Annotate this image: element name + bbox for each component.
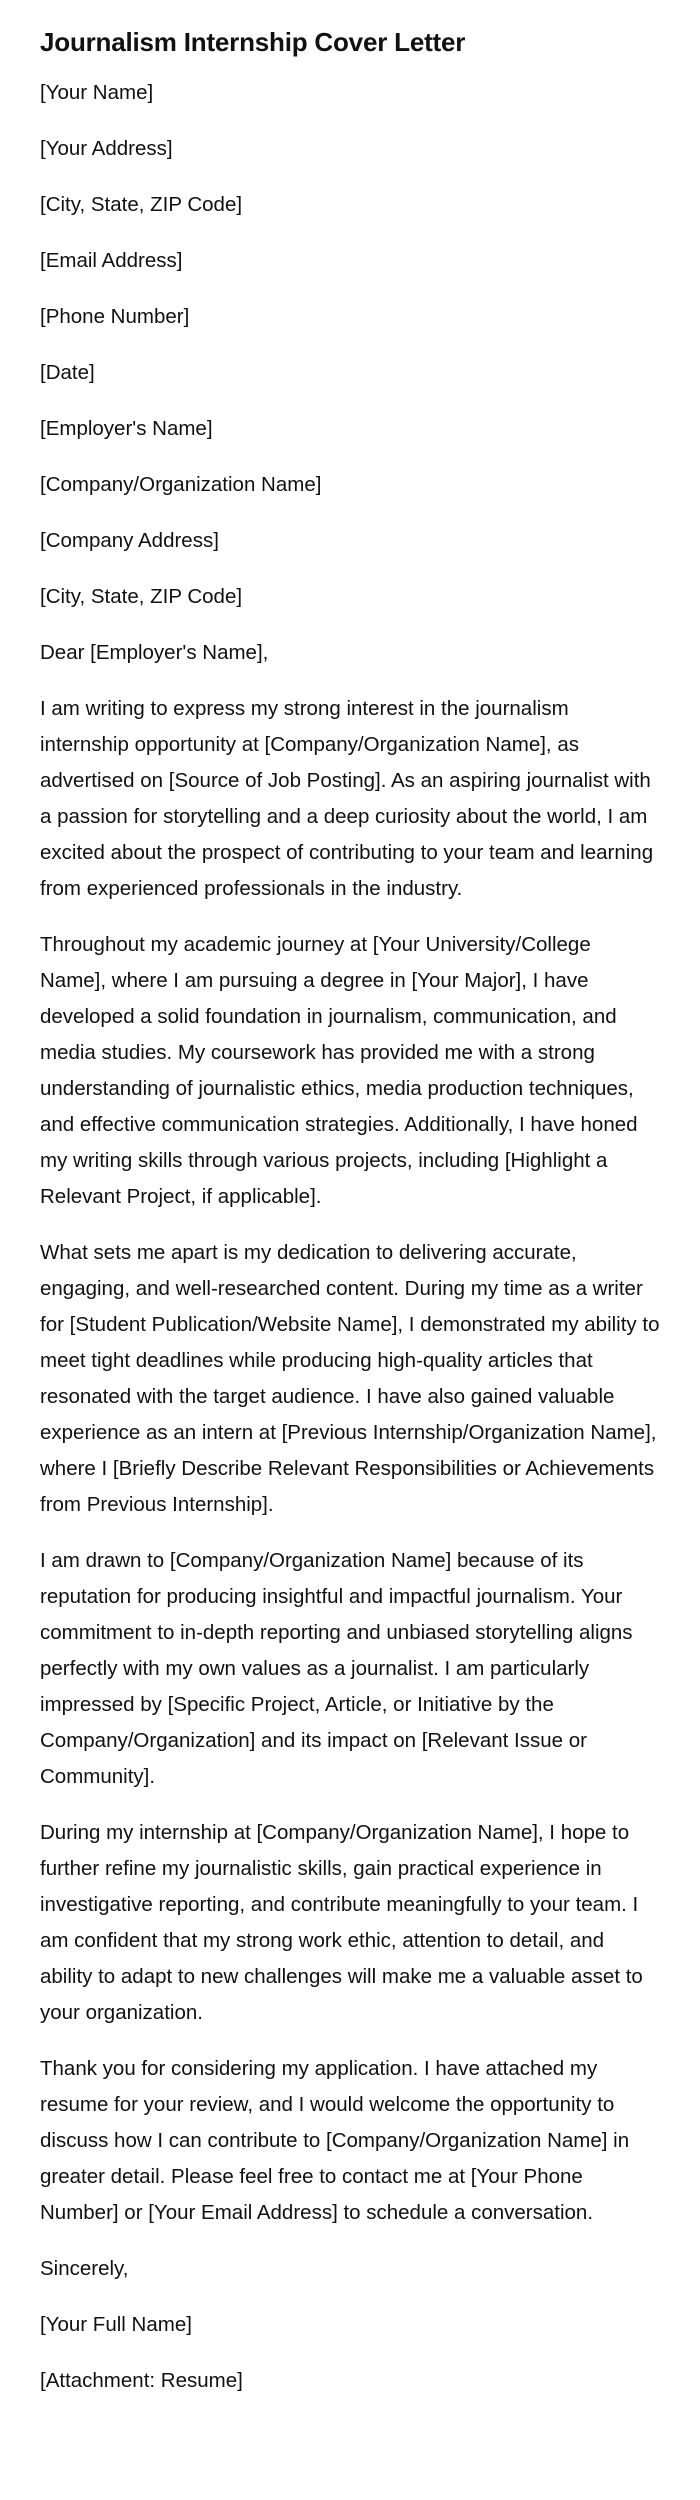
letter-body xyxy=(40,691,660,2231)
body-paragraph: Throughout my academic journey at [Your University/College Name], where I am pursuing a degree in [Your Major], I have developed a solid foundation in journalism, communication, and media studies. My coursework has provided me with a strong understanding of journalistic ethics, media production techniques, and effective communication strategies. Additionally, I have honed my writing skills through various projects, including [Highlight a Relevant Project, if applicable]. xyxy=(40,933,638,1208)
recipient-company-address: [Company Address] xyxy=(40,529,219,552)
sender-block xyxy=(40,75,660,335)
attachment-note: [Attachment: Resume] xyxy=(40,2369,243,2392)
sender-city-state-zip: [City, State, ZIP Code] xyxy=(40,193,243,216)
body-paragraph: Thank you for considering my application. I have attached my resume for your review, and I would welcome the opportunity to discuss how I can contribute to [Company/Organization Name] in greater detail. Please feel free to contact me at [Your Phone Number] or [Your Email Address] to schedule a conversation. xyxy=(40,2057,630,2224)
body-paragraph: I am drawn to [Company/Organization Name] because of its reputation for producing insightful and impactful journalism. Your commitment to in-depth reporting and unbiased storytelling aligns perfectly with my own values as a journalist. I am particularly impressed by [Specific Project, Article, or Initiative by the Company/Organization] and its impact on [Relevant Issue or Community]. xyxy=(40,1549,633,1788)
sender-email: [Email Address] xyxy=(40,249,183,272)
letter-date: [Date] xyxy=(40,361,95,384)
document-title: Journalism Internship Cover Letter xyxy=(40,27,466,57)
closing: Sincerely, xyxy=(40,2257,129,2280)
recipient-employer-name: [Employer's Name] xyxy=(40,417,213,440)
body-paragraph: During my internship at [Company/Organization Name], I hope to further refine my journalistic skills, gain practical experience in investigative reporting, and contribute meaningfully to your team. I am confident that my strong work ethic, attention to detail, and ability to adapt to new challenges will make me a valuable asset to your organization. xyxy=(40,1821,643,2024)
sender-name: [Your Name] xyxy=(40,81,154,104)
body-paragraph: What sets me apart is my dedication to delivering accurate, engaging, and well-researched content. During my time as a writer for [Student Publication/Website Name], I demonstrated my ability to meet tight deadlines while producing high-quality articles that resonated with the target audience. I have also gained valuable experience as an intern at [Previous Internship/Organization Name], where I [Briefly Describe Relevant Responsibilities or Achievements from Previous Internship]. xyxy=(40,1241,660,1516)
recipient-company-name: [Company/Organization Name] xyxy=(40,473,322,496)
body-paragraph: I am writing to express my strong interest in the journalism internship opportunity at [Company/Organization Name], as advertised on [Source of Job Posting]. As an aspiring journalist with a passion for storytelling and a deep curiosity about the world, I am excited about the prospect of contributing to your team and learning from experienced professionals in the industry. xyxy=(40,697,654,900)
recipient-city-state-zip: [City, State, ZIP Code] xyxy=(40,585,243,608)
salutation: Dear [Employer's Name], xyxy=(40,641,269,664)
sender-phone: [Phone Number] xyxy=(40,305,190,328)
recipient-block xyxy=(40,411,660,615)
signature-name: [Your Full Name] xyxy=(40,2313,192,2336)
sender-address: [Your Address] xyxy=(40,137,173,160)
